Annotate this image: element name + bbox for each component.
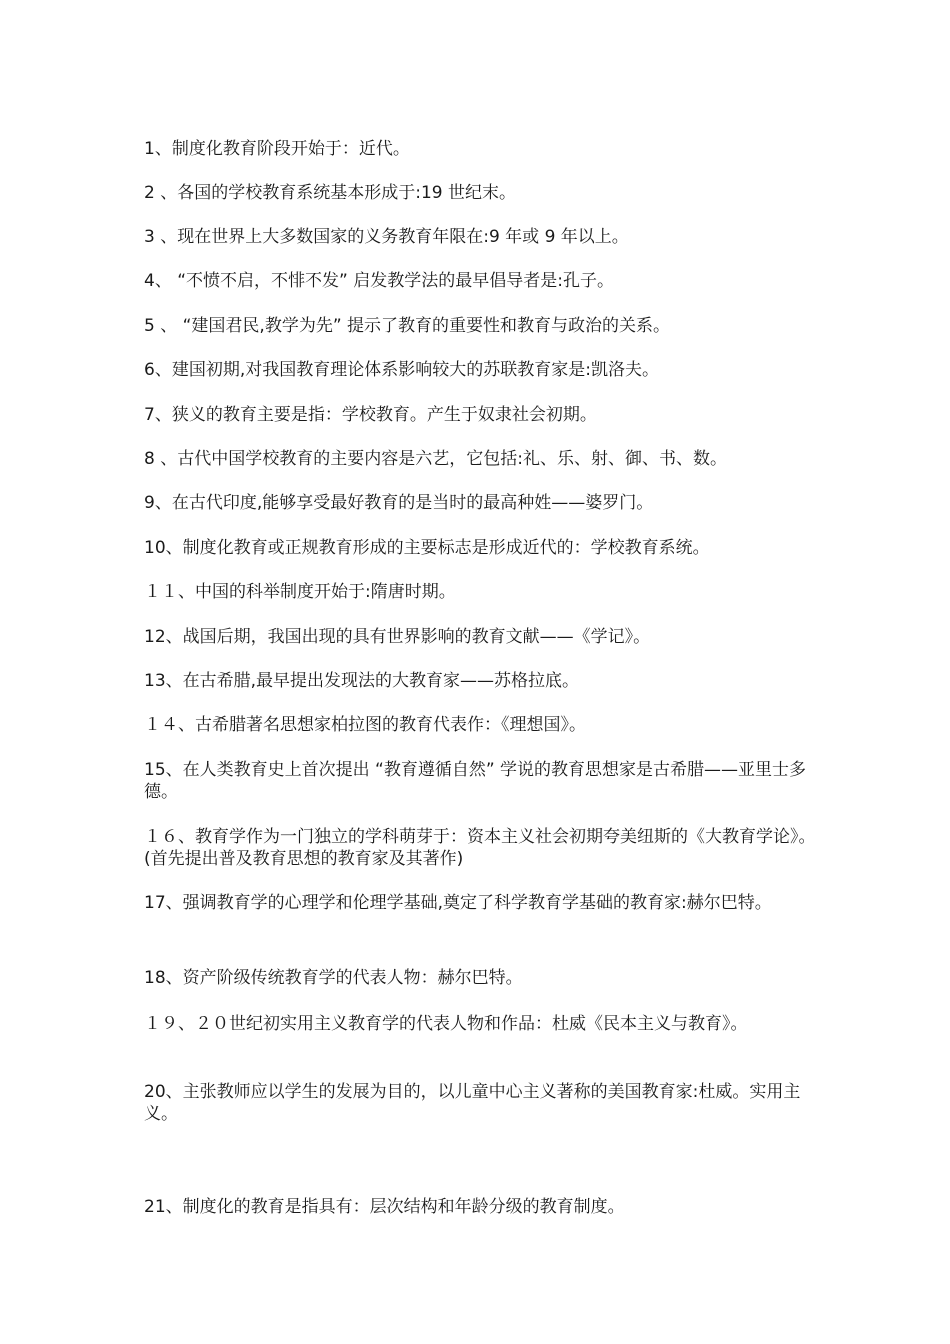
list-item: 3 、现在世界上大多数国家的义务教育年限在:9 年或 9 年以上。 bbox=[144, 227, 629, 247]
list-item: 13、在古希腊,最早提出发现法的大教育家——苏格拉底。 bbox=[144, 671, 580, 691]
list-item: 2 、各国的学校教育系统基本形成于:19 世纪末。 bbox=[144, 183, 516, 203]
list-item: １４、古希腊著名思想家柏拉图的教育代表作：《理想国》。 bbox=[144, 715, 586, 735]
list-item: 7、狭义的教育主要是指：学校教育。产生于奴隶社会初期。 bbox=[144, 405, 597, 425]
list-item: 17、强调教育学的心理学和伦理学基础,奠定了科学教育学基础的教育家:赫尔巴特。 bbox=[144, 893, 772, 913]
list-item: １６、教育学作为一门独立的学科萌芽于：资本主义社会初期夸美纽斯的《大教育学论》。 (首先提出普及教育思想的教育家及其著作) bbox=[144, 827, 816, 869]
list-item: 10、制度化教育或正规教育形成的主要标志是形成近代的：学校教育系统。 bbox=[144, 538, 710, 558]
list-item: 4、 “不愤不启，不悱不发” 启发教学法的最早倡导者是:孔子。 bbox=[144, 271, 614, 291]
list-item: 8 、古代中国学校教育的主要内容是六艺，它包括:礼、乐、射、御、书、数。 bbox=[144, 449, 727, 469]
list-item: １９、２０世纪初实用主义教育学的代表人物和作品：杜威《民本主义与教育》。 bbox=[144, 1014, 748, 1034]
list-item: 20、主张教师应以学生的发展为目的，以儿童中心主义著称的美国教育家:杜威。实用主义。 bbox=[144, 1082, 801, 1124]
list-item: 9、在古代印度,能够享受最好教育的是当时的最高种姓——婆罗门。 bbox=[144, 493, 654, 513]
list-item: 6、建国初期,对我国教育理论体系影响较大的苏联教育家是:凯洛夫。 bbox=[144, 360, 659, 380]
list-item: 15、在人类教育史上首次提出 “教育遵循自然” 学说的教育思想家是古希腊——亚里士多德。 bbox=[144, 760, 807, 802]
list-item: 1、制度化教育阶段开始于：近代。 bbox=[144, 139, 410, 159]
list-item: １１、中国的科举制度开始于:隋唐时期。 bbox=[144, 582, 456, 602]
list-item: 12、战国后期，我国出现的具有世界影响的教育文献——《学记》。 bbox=[144, 627, 651, 647]
list-item: 18、资产阶级传统教育学的代表人物：赫尔巴特。 bbox=[144, 968, 523, 988]
list-item: 21、制度化的教育是指具有：层次结构和年龄分级的教育制度。 bbox=[144, 1197, 625, 1217]
list-item: 5 、 “建国君民,教学为先” 提示了教育的重要性和教育与政治的关系。 bbox=[144, 316, 671, 336]
